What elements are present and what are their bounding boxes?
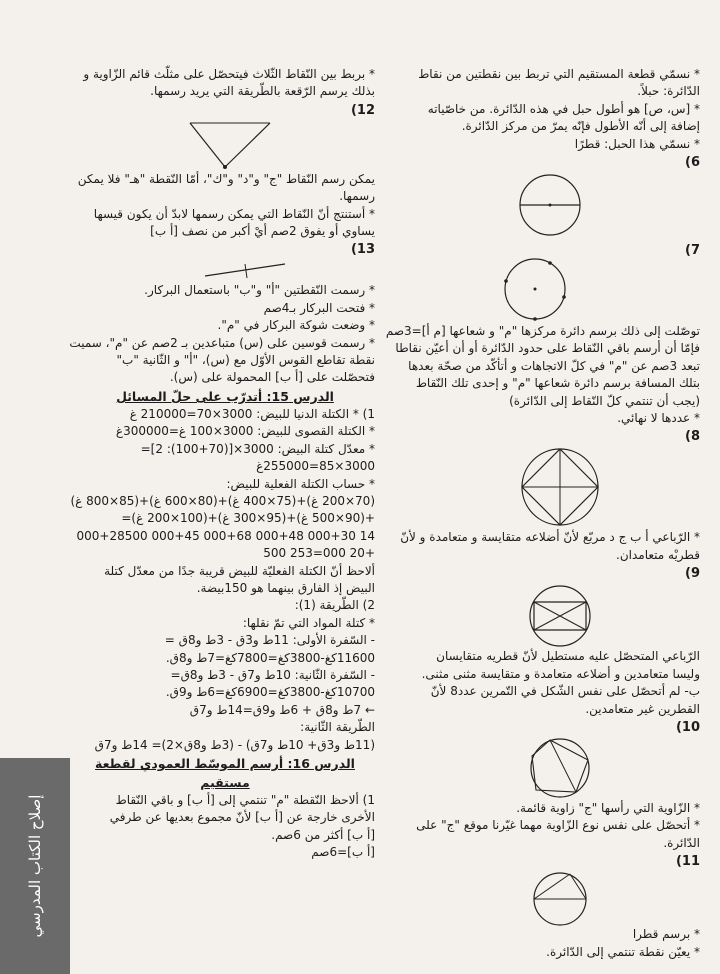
paragraph-7 bbox=[385, 323, 700, 427]
text-line: الدّائرة: حبلاً. bbox=[637, 84, 700, 99]
text-line: * يعيّن نقطة تنتمي إلى الدّائرة. bbox=[546, 944, 700, 959]
text-line: [أ ب] أكثر من 6صم. bbox=[271, 827, 375, 842]
exercise-number-6: 6) bbox=[685, 155, 700, 171]
text-line: الأخرى خارجة عن [أ ب] لأنّ مجموع بعديها عن طرفي bbox=[109, 810, 375, 825]
exercise-number-9: 9) bbox=[685, 566, 700, 582]
text-line: * الزّاوية التي رأسها "ج" زاوية قائمة. bbox=[516, 800, 700, 815]
text-line: * كتلة المواد التي تمّ نقلها: bbox=[242, 615, 375, 630]
figure-7 bbox=[400, 261, 700, 323]
figure-11 bbox=[400, 872, 700, 926]
text-line: الدّائرة. bbox=[663, 835, 700, 850]
text-line: * حساب الكتلة الفعلية للبيض: bbox=[226, 476, 375, 491]
right-angle-in-circle-figure bbox=[400, 872, 700, 926]
segment-figure bbox=[75, 260, 375, 282]
triangle-figure bbox=[75, 121, 375, 171]
text-line: * الكتلة القصوى للبيض: 3000×100 غ=300000غ bbox=[115, 424, 375, 439]
text-line: إضافة إلى أنّه الأطول فإنّه يمرّ من مركز الدّائرة. bbox=[461, 119, 700, 134]
inscribed-polygon-figure bbox=[400, 738, 700, 800]
text-line: ← 7ط و8ق + 6ط و9ق=14ط و7ق bbox=[189, 702, 375, 717]
paragraph-10 bbox=[400, 800, 700, 852]
text-line: * نسمّي هذا الحبل: قطرًا bbox=[574, 136, 700, 151]
text-line: 2) الطّريقة (1): bbox=[294, 598, 375, 613]
figure-9 bbox=[400, 584, 700, 648]
text-line: * رسمت قوسين على (س) متباعدين بـ 2صم عن "م"، سميت bbox=[69, 335, 375, 350]
text-line: +20 000=253 500 bbox=[263, 546, 375, 561]
text-line: فتحصّلت على [أ ب] المحمولة على (س). bbox=[169, 370, 375, 385]
text-line: 1) ألاحظ النّقطة "م" تنتمي إلى [أ ب] و باقي النّقاط bbox=[115, 793, 375, 807]
text-line: * فتحت البركار بـ4صم bbox=[263, 300, 375, 315]
text-line: بتلك المسافة برسم دائرة شعاعها "م" و إحدى تلك النّقاط bbox=[415, 376, 700, 391]
text-line: ألاحظ أنّ الكتلة الفعليّة للبيض قريبة جدًا من معدّل كتلة bbox=[104, 563, 375, 578]
figure-10 bbox=[400, 738, 700, 800]
paragraph-12 bbox=[75, 171, 375, 241]
text-line: * برسم قطرا bbox=[632, 927, 700, 942]
paragraph-13 bbox=[69, 282, 375, 386]
text-line: 3000×85=255000غ bbox=[256, 459, 375, 474]
text-line: 10700كغ-3800كغ=6900كغ=6ط و9ق. bbox=[165, 685, 375, 700]
figure-13 bbox=[75, 260, 375, 282]
text-line: * [س، ص] هو أطول حبل في هذه الدّائرة. من خاصّياته bbox=[427, 101, 700, 116]
text-line: البيض إذ الفارق بينهما هو 150بيضة. bbox=[196, 580, 375, 595]
exercise-number-10: 10) bbox=[675, 719, 700, 735]
paragraph-16 bbox=[75, 792, 375, 862]
text-line: فإمّا أن أرسم باقي النّقاط على حدود الدّائرة أو أن أعيّن نقاطا bbox=[395, 341, 700, 356]
text-line: الطّريقة الثّانية: bbox=[300, 720, 375, 735]
text-line: (11ط و3ق+ 10ط و7ق) - (3ط و8ق×2)= 14ط و7ق bbox=[94, 737, 375, 752]
side-tab bbox=[0, 758, 70, 974]
right-column bbox=[385, 66, 700, 961]
exercise-number-13: 13) bbox=[350, 242, 375, 258]
text-line: (70×200 غ)+(75×400 غ)+(80×600 غ)+(85×800 غ) bbox=[70, 493, 375, 508]
circle-diameter-figure bbox=[400, 173, 700, 241]
rectangle-in-circle-figure bbox=[400, 584, 700, 648]
text-line: 11600كغ-3800كغ=7800كغ=7ط و8ق. bbox=[165, 650, 375, 665]
text-line: * الرّباعي أ ب ج د مربّع لأنّ أضلاعه متقايسة و متعامدة و لأنّ bbox=[400, 530, 700, 545]
left-column bbox=[69, 66, 375, 862]
text-line: * رسمت النّقطتين "أ" و"ب" باستعمال البركار. bbox=[144, 283, 375, 298]
circle-points-figure bbox=[400, 261, 700, 323]
text-line: قطريْه متعامدان. bbox=[616, 547, 700, 562]
text-line: * عددها لا نهائي. bbox=[617, 411, 700, 426]
text-line: (يجب أن تنتمي كلّ النّقاط إلى الدّائرة) bbox=[509, 393, 700, 408]
text-line: ب- لم أتحصّل على نفس الشّكل في التّمرين عدد8 لأنّ bbox=[430, 684, 700, 699]
paragraph-11 bbox=[400, 926, 700, 961]
text-line: +(90×500 غ)+(95×300 غ)+(100×200 غ)= bbox=[121, 511, 375, 526]
left-intro bbox=[75, 66, 375, 101]
text-line: الرّباعي المتحصّل عليه مستطيل لأنّ قطريه متقايسان bbox=[436, 649, 700, 664]
text-line: نقطة تقاطع القوس الأوّل مع (س)، "أ" و الثّانية "ب" bbox=[116, 353, 375, 368]
figure-8 bbox=[400, 447, 700, 529]
text-line: توصّلت إلى ذلك برسم دائرة مركزها "م" و شعاعها [م أ]=3صم bbox=[385, 324, 700, 339]
text-line: يساوي أو يفوق 2صم أيْ أكبر من نصف [أ ب] bbox=[150, 224, 375, 239]
exercise-number-12: 12) bbox=[350, 102, 375, 118]
paragraph-15 bbox=[70, 406, 375, 754]
text-line: وليسا متعامدين و أضلاعه متعامدة و متقايسة مثنى مثنى. bbox=[421, 666, 700, 681]
lesson-15-heading: الدرس 15: أتدرّب على حلّ المسائل bbox=[116, 388, 334, 404]
text-line: تبعد 3صم عن "م" في كلّ الاتجاهات و أتأكّد من صحّة بعدها bbox=[408, 358, 700, 373]
right-intro bbox=[400, 66, 700, 153]
text-line: 14 000+30 000+48 000+68 000+45 000+28500 bbox=[76, 528, 375, 543]
paragraph-8 bbox=[400, 529, 700, 564]
text-line: يمكن رسم النّقاط "ج" و"د" و"ك"، أمّا النّقطة "هـ" فلا يمكن bbox=[77, 171, 375, 186]
text-line: - السّفرة الأولى: 11ط و3ق - 3ط و8ق = bbox=[164, 633, 375, 648]
text-line: رسمها. bbox=[339, 189, 375, 204]
text-line: * أتحصّل على نفس نوع الزّاوية مهما غيّرنا موقع "ج" على bbox=[416, 818, 700, 833]
square-in-circle-figure bbox=[400, 447, 700, 529]
figure-12 bbox=[75, 121, 375, 171]
text-line: * أستنتج أنّ النّقاط التي يمكن رسمها لابدّ أن يكون قيسها bbox=[93, 206, 375, 221]
exercise-number-8: 8) bbox=[685, 429, 700, 445]
side-tab-label: إصلاح الكتاب المدرسي bbox=[26, 794, 44, 938]
text-line: * نسمّي قطعة المستقيم التي تربط بين نقطتين من نقاط bbox=[418, 67, 700, 81]
text-line: - السّفرة الثّانية: 10ط و7ق - 3ط و8ق= bbox=[170, 667, 375, 682]
figure-6 bbox=[400, 173, 700, 241]
exercise-number-7: 7) bbox=[685, 243, 700, 259]
text-line: * معدّل كتلة البيض: 3000×[(70+100): 2]= bbox=[140, 441, 375, 456]
exercise-number-11: 11) bbox=[675, 854, 700, 870]
text-line: بذلك يرسم الرّقعة بالطّريقة التي يريد رسمها. bbox=[150, 84, 375, 99]
paragraph-9 bbox=[400, 648, 700, 718]
text-line: * وضعت شوكة البركار في "م". bbox=[217, 318, 375, 333]
text-line: 1) * الكتلة الدنيا للبيض: 3000×70=210000 غ bbox=[129, 406, 375, 421]
text-line: [أ ب]=6صم bbox=[311, 845, 375, 860]
text-line: * بربط بين النّقاط الثّلاث فيتحصّل على مثلّث قائم الزّاوية و bbox=[83, 67, 375, 81]
text-line: القطرين غير متعامدين. bbox=[585, 701, 700, 716]
lesson-16-heading: الدرس 16: أرسم الموسّط العمودي لقطعة مستقيم bbox=[95, 756, 355, 790]
